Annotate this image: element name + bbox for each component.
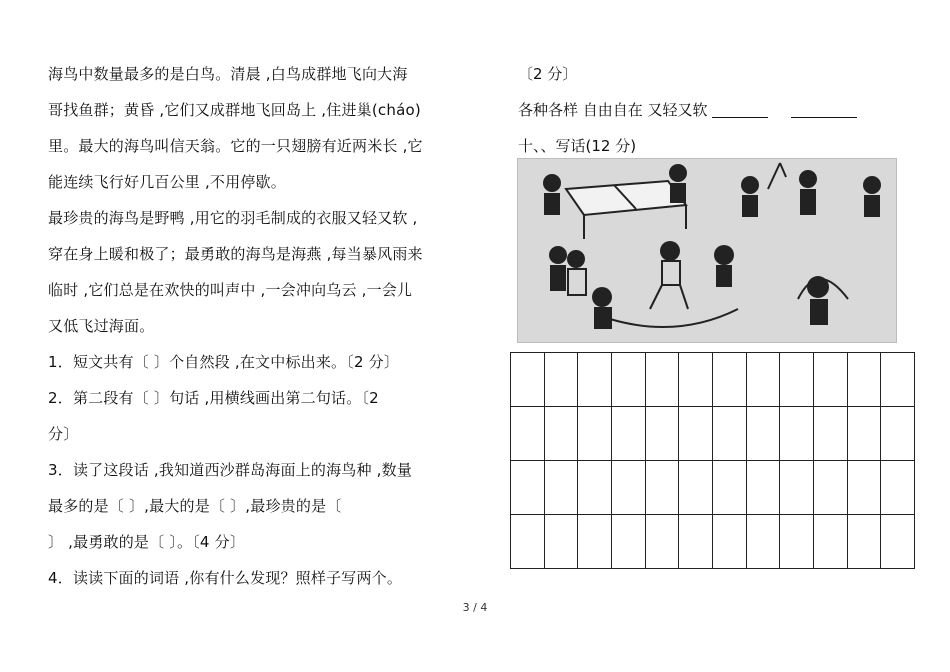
question-line: 3．读了这段话 ,我知道西沙群岛海面上的海鸟种 ,数量 <box>48 461 413 479</box>
passage-column <box>48 56 448 596</box>
grid-cell[interactable] <box>747 461 781 515</box>
grid-cell[interactable] <box>679 353 713 407</box>
passage-line: 又低飞过海面。 <box>48 317 155 335</box>
word-examples: 各种各样 自由自在 又轻又软 <box>518 101 708 119</box>
page-number: 3 / 4 <box>462 601 488 614</box>
grid-cell[interactable] <box>646 407 680 461</box>
grid-cell[interactable] <box>511 461 545 515</box>
passage-line: 海鸟中数量最多的是白鸟。清晨 ,白鸟成群地飞向大海 <box>48 65 408 83</box>
grid-cell[interactable] <box>545 353 579 407</box>
question-line: 2．第二段有〔 〕句话 ,用横线画出第二句话。〔2 <box>48 389 379 407</box>
grid-cell[interactable] <box>646 461 680 515</box>
grid-cell[interactable] <box>848 407 882 461</box>
grid-cell[interactable] <box>814 515 848 569</box>
grid-cell[interactable] <box>747 515 781 569</box>
answer-blank-1[interactable] <box>712 99 768 118</box>
grid-cell[interactable] <box>511 515 545 569</box>
children-playing-illustration <box>517 158 897 343</box>
passage-line: 里。最大的海鸟叫信天翁。它的一只翅膀有近两米长 ,它 <box>48 137 423 155</box>
section-title: 十、、写话(12 分) <box>518 137 637 155</box>
passage-line: 能连续飞行好几百公里 ,不用停歇。 <box>48 173 286 191</box>
question-line: 4．读读下面的词语 ,你有什么发现？照样子写两个。 <box>48 569 403 587</box>
grid-cell[interactable] <box>713 353 747 407</box>
grid-cell[interactable] <box>679 515 713 569</box>
grid-cell[interactable] <box>511 407 545 461</box>
passage-line: 哥找鱼群；黄昏 ,它们又成群地飞回岛上 ,住进巢(cháo) <box>48 101 421 119</box>
grid-cell[interactable] <box>780 515 814 569</box>
writing-grid[interactable] <box>510 352 915 569</box>
grid-cell[interactable] <box>612 353 646 407</box>
grid-cell[interactable] <box>713 515 747 569</box>
grid-cell[interactable] <box>511 353 545 407</box>
grid-cell[interactable] <box>747 407 781 461</box>
grid-cell[interactable] <box>780 353 814 407</box>
grid-cell[interactable] <box>578 461 612 515</box>
passage-line: 最珍贵的海鸟是野鸭 ,用它的羽毛制成的衣服又轻又软 , <box>48 209 418 227</box>
grid-cell[interactable] <box>747 353 781 407</box>
question-line: 〕 ,最勇敢的是〔 〕。〔4 分〕 <box>48 533 246 551</box>
grid-cell[interactable] <box>545 461 579 515</box>
grid-cell[interactable] <box>713 407 747 461</box>
grid-cell[interactable] <box>578 515 612 569</box>
question-line: 1．短文共有〔 〕个自然段 ,在文中标出来。〔2 分〕 <box>48 353 400 371</box>
grid-cell[interactable] <box>814 353 848 407</box>
grid-cell[interactable] <box>612 407 646 461</box>
question-line: 分〕 <box>48 425 79 443</box>
grid-cell[interactable] <box>679 407 713 461</box>
grid-cell[interactable] <box>578 353 612 407</box>
grid-cell[interactable] <box>646 515 680 569</box>
grid-cell[interactable] <box>814 407 848 461</box>
grid-cell[interactable] <box>612 515 646 569</box>
grid-cell[interactable] <box>881 515 915 569</box>
grid-cell[interactable] <box>848 515 882 569</box>
grid-cell[interactable] <box>578 407 612 461</box>
grid-cell[interactable] <box>679 461 713 515</box>
grid-cell[interactable] <box>646 353 680 407</box>
grid-cell[interactable] <box>848 461 882 515</box>
answer-blank-2[interactable] <box>791 99 857 118</box>
grid-cell[interactable] <box>881 461 915 515</box>
illustration-drawing <box>518 159 896 342</box>
grid-cell[interactable] <box>612 461 646 515</box>
grid-cell[interactable] <box>848 353 882 407</box>
grid-cell[interactable] <box>780 461 814 515</box>
passage-line: 临时 ,它们总是在欢快的叫声中 ,一会冲向乌云 ,一会儿 <box>48 281 413 299</box>
word-examples-line <box>518 92 918 128</box>
question-line: 最多的是〔 〕,最大的是〔 〕,最珍贵的是〔 <box>48 497 342 515</box>
grid-cell[interactable] <box>713 461 747 515</box>
grid-cell[interactable] <box>545 515 579 569</box>
passage-line: 穿在身上暖和极了；最勇敢的海鸟是海燕 ,每当暴风雨来 <box>48 245 423 263</box>
right-column <box>518 56 918 164</box>
grid-cell[interactable] <box>545 407 579 461</box>
score-note: 〔2 分〕 <box>518 65 578 83</box>
grid-cell[interactable] <box>814 461 848 515</box>
grid-cell[interactable] <box>881 407 915 461</box>
grid-cell[interactable] <box>780 407 814 461</box>
grid-cell[interactable] <box>881 353 915 407</box>
